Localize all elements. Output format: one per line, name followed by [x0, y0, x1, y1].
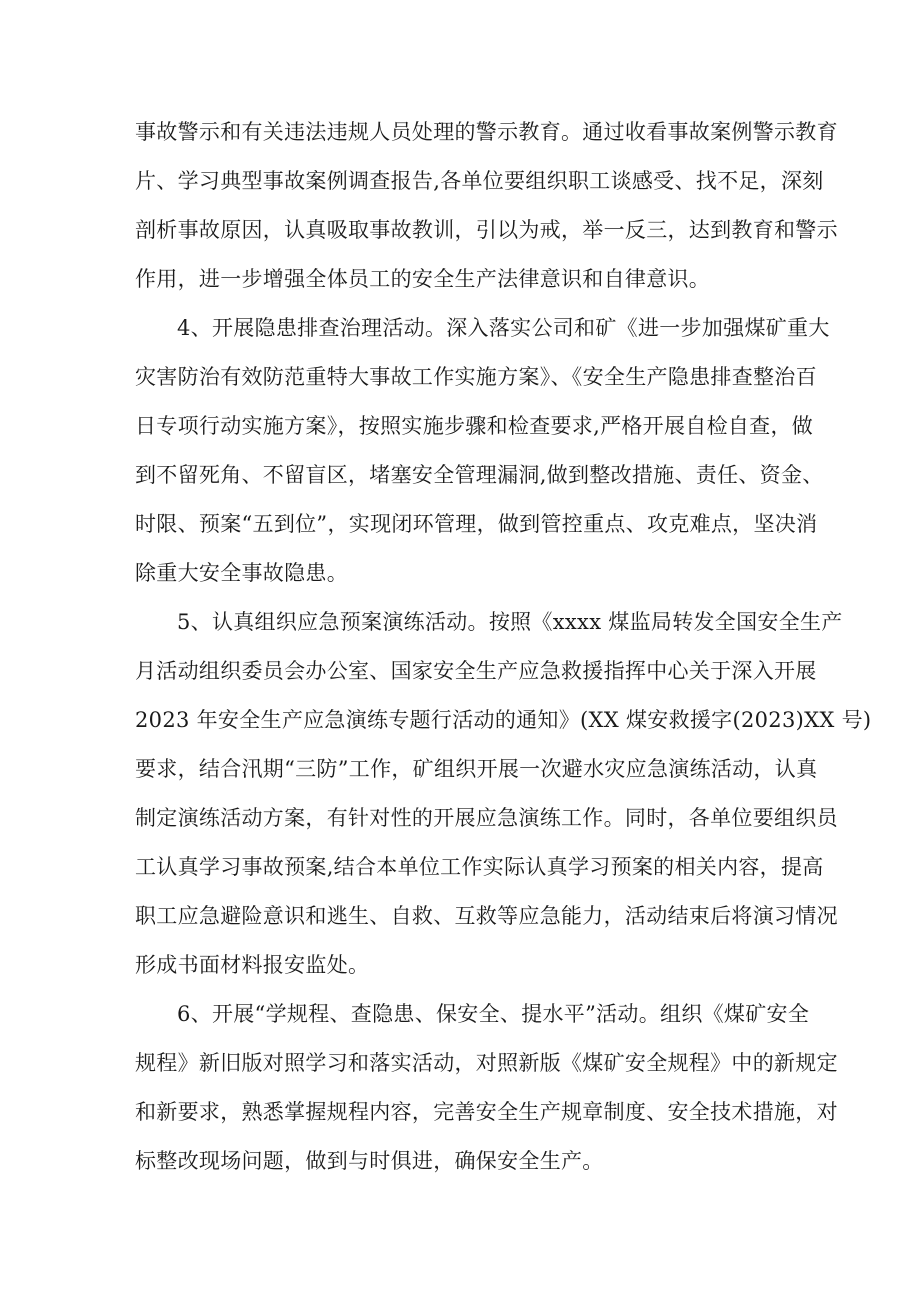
text-line: 制定演练活动方案，有针对性的开展应急演练工作。同时，各单位要组织员	[135, 806, 838, 830]
text-line: 2023 年安全生产应急演练专题行活动的通知》(XX 煤安救援字(2023)XX 号)	[135, 708, 872, 732]
text-line: 月活动组织委员会办公室、国家安全生产应急救援指挥中心关于深入开展	[135, 659, 817, 683]
text-line: 事故警示和有关违法违规人员处理的警示教育。通过收看事故案例警示教育	[135, 120, 838, 144]
text-line: 日专项行动实施方案》，按照实施步骤和检查要求,严格开展自检自查，做	[135, 414, 814, 438]
text-line: 片、学习典型事故案例调查报告,各单位要组织职工谈感受、找不足，深刻	[135, 169, 824, 193]
text-line: 灾害防治有效防范重特大事故工作实施方案》、《安全生产隐患排查整治百	[135, 365, 817, 389]
text-line: 职工应急避险意识和逃生、自救、互救等应急能力，活动结束后将演习情况	[135, 904, 838, 928]
text-line: 剖析事故原因，认真吸取事故教训，引以为戒，举一反三，达到教育和警示	[135, 218, 838, 242]
paragraph-warning-education	[135, 108, 838, 304]
text-line: 标整改现场问题，做到与时俱进，确保安全生产。	[135, 1149, 604, 1173]
text-line: 除重大安全事故隐患。	[135, 561, 348, 585]
text-line: 4、开展隐患排查治理活动。深入落实公司和矿《进一步加强煤矿重大	[177, 316, 830, 340]
text-line: 6、开展“学规程、查隐患、保安全、提水平”活动。组织《煤矿安全	[177, 1002, 810, 1026]
text-line: 作用，进一步增强全体员工的安全生产法律意识和自律意识。	[135, 267, 711, 291]
text-line: 工认真学习事故预案,结合本单位工作实际认真学习预案的相关内容，提高	[135, 855, 824, 879]
text-line: 要求，结合汛期“三防”工作，矿组织开展一次避水灾应急演练活动，认真	[135, 757, 818, 781]
text-line: 规程》新旧版对照学习和落实活动，对照新版《煤矿安全规程》中的新规定	[135, 1051, 838, 1075]
text-line: 形成书面材料报安监处。	[135, 953, 370, 977]
text-line: 时限、预案“五到位”，实现闭环管理，做到管控重点、攻克难点，坚决消	[135, 512, 818, 536]
paragraph-item-6	[135, 990, 838, 1186]
paragraph-item-5	[135, 598, 872, 990]
text-line: 到不留死角、不留盲区，堵塞安全管理漏洞,做到整改措施、责任、资金、	[135, 463, 824, 487]
text-line: 和新要求，熟悉掌握规程内容，完善安全生产规章制度、安全技术措施，对	[135, 1100, 838, 1124]
text-line: 5、认真组织应急预案演练活动。按照《xxxx 煤监局转发全国安全生产	[177, 610, 843, 634]
document-body	[135, 108, 872, 1186]
paragraph-item-4	[135, 304, 830, 598]
